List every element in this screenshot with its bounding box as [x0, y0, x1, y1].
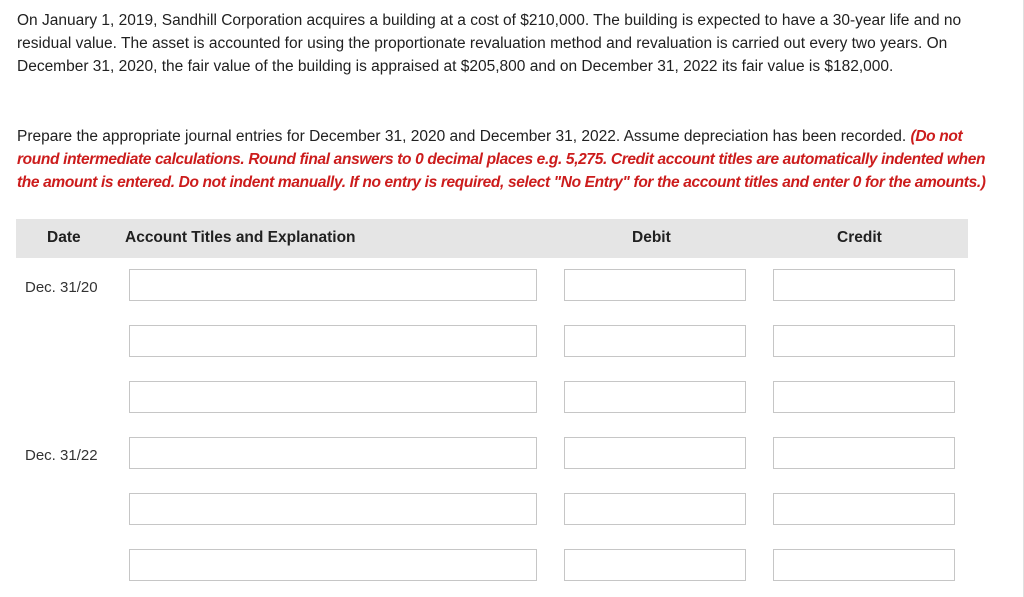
debit-input[interactable]	[564, 325, 746, 357]
table-row	[16, 269, 968, 305]
account-title-input[interactable]	[129, 493, 537, 525]
row-date: Dec. 31/20	[25, 279, 98, 296]
credit-input[interactable]	[773, 325, 955, 357]
credit-input[interactable]	[773, 437, 955, 469]
account-title-input[interactable]	[129, 269, 537, 301]
journal-entry-table	[16, 219, 968, 464]
account-title-input[interactable]	[129, 325, 537, 357]
debit-input[interactable]	[564, 269, 746, 301]
header-debit: Debit	[632, 229, 671, 246]
debit-input[interactable]	[564, 437, 746, 469]
header-date: Date	[47, 229, 81, 246]
row-date: Dec. 31/22	[25, 447, 98, 464]
problem-statement: On January 1, 2019, Sandhill Corporation acquires a building at a cost of $210,000. The building is expected to have a 30-year life and no residual value. The asset is accounted for using the proportionate revaluation method and revaluation is carried out every two years. On December 31, 2020, the fair value of the building is appraised at $205,800 and on December 31, 2022 its fair value is $182,000.	[17, 12, 962, 75]
table-row	[16, 325, 968, 361]
table-row	[16, 381, 968, 417]
instructions-note: (Do not round intermediate calculations. Round final answers to 0 decimal places e.g. 5,275. Credit account titles are automatically indented when the amount is entered. Do not indent manually. If no entry is required, select "No Entry" for the account titles and enter 0 for the amounts.)	[17, 128, 986, 191]
credit-input[interactable]	[773, 493, 955, 525]
debit-input[interactable]	[564, 549, 746, 581]
debit-input[interactable]	[564, 493, 746, 525]
header-credit: Credit	[837, 229, 882, 246]
account-title-input[interactable]	[129, 437, 537, 469]
table-row	[16, 549, 968, 585]
credit-input[interactable]	[773, 381, 955, 413]
account-title-input[interactable]	[129, 549, 537, 581]
account-title-input[interactable]	[129, 381, 537, 413]
table-row	[16, 493, 968, 529]
header-account-titles: Account Titles and Explanation	[125, 229, 356, 246]
credit-input[interactable]	[773, 549, 955, 581]
table-row	[16, 437, 968, 473]
credit-input[interactable]	[773, 269, 955, 301]
table-header	[16, 219, 968, 258]
instructions-text: Prepare the appropriate journal entries for December 31, 2020 and December 31, 2022. Assume depreciation has been recorded.	[17, 128, 907, 145]
instructions	[17, 125, 1007, 194]
debit-input[interactable]	[564, 381, 746, 413]
